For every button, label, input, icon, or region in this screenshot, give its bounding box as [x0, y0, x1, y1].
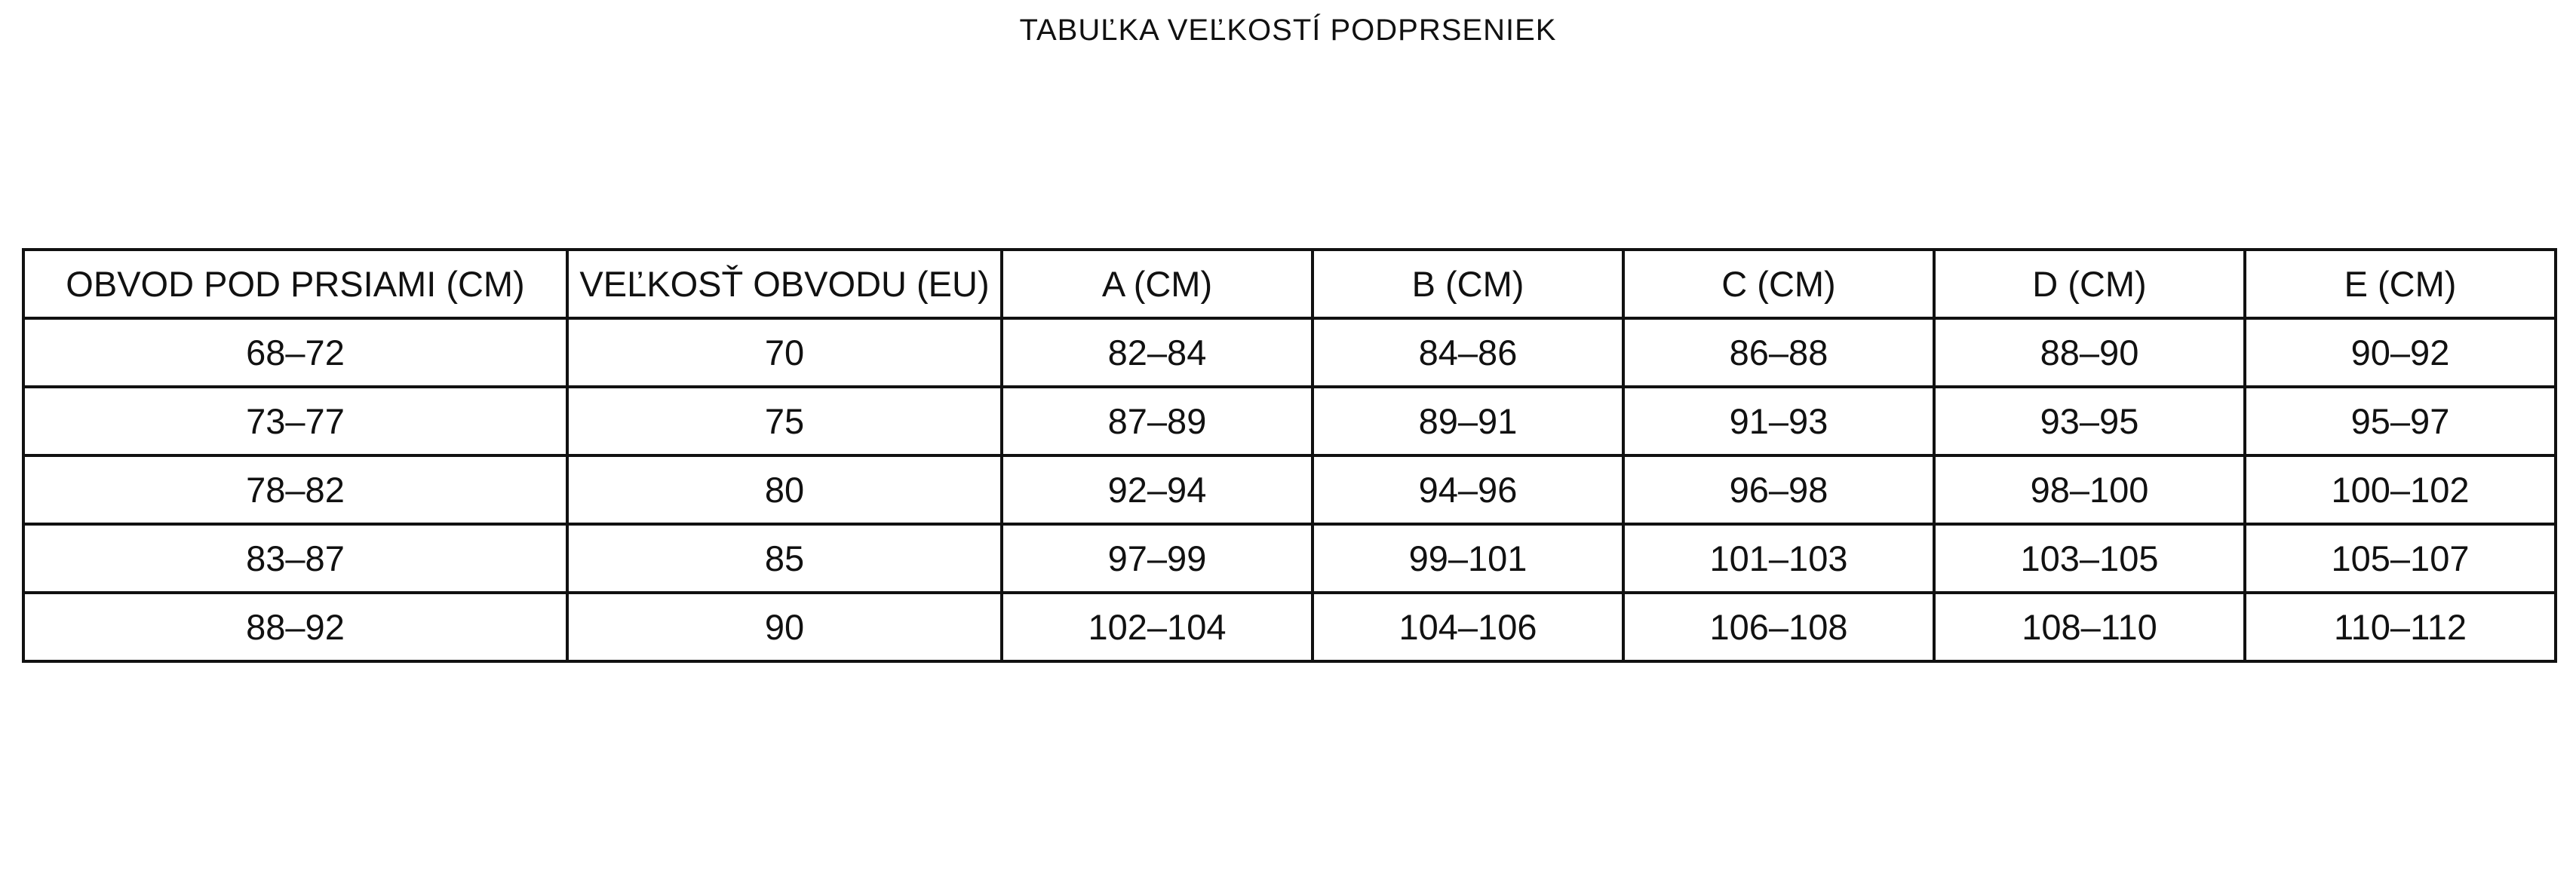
- table-cell: 89–91: [1313, 387, 1623, 455]
- table-row: [23, 318, 2556, 387]
- table-cell: 92–94: [1002, 455, 1313, 524]
- table-cell: 94–96: [1313, 455, 1623, 524]
- table-cell: 88–92: [23, 593, 567, 661]
- table-cell: 95–97: [2245, 387, 2556, 455]
- table-cell: 101–103: [1623, 524, 1934, 593]
- table-cell: 73–77: [23, 387, 567, 455]
- table-row: [23, 524, 2556, 593]
- table-cell: 70: [567, 318, 1002, 387]
- table-row: [23, 455, 2556, 524]
- column-header-cup-c: C (CM): [1623, 250, 1934, 318]
- table-cell: 105–107: [2245, 524, 2556, 593]
- column-header-underbust: OBVOD POD PRSIAMI (CM): [23, 250, 567, 318]
- table-cell: 98–100: [1934, 455, 2245, 524]
- table-cell: 91–93: [1623, 387, 1934, 455]
- table-row: [23, 593, 2556, 661]
- table-row: [23, 387, 2556, 455]
- table-cell: 78–82: [23, 455, 567, 524]
- table-cell: 80: [567, 455, 1002, 524]
- table-cell: 103–105: [1934, 524, 2245, 593]
- table-cell: 100–102: [2245, 455, 2556, 524]
- table-cell: 90: [567, 593, 1002, 661]
- table-cell: 108–110: [1934, 593, 2245, 661]
- column-header-band-size: VEĽKOSŤ OBVODU (EU): [567, 250, 1002, 318]
- column-header-cup-b: B (CM): [1313, 250, 1623, 318]
- table-cell: 99–101: [1313, 524, 1623, 593]
- table-cell: 90–92: [2245, 318, 2556, 387]
- table-cell: 104–106: [1313, 593, 1623, 661]
- table-header-row: [23, 250, 2556, 318]
- table-cell: 88–90: [1934, 318, 2245, 387]
- table-cell: 84–86: [1313, 318, 1623, 387]
- table-cell: 85: [567, 524, 1002, 593]
- column-header-cup-a: A (CM): [1002, 250, 1313, 318]
- table-cell: 82–84: [1002, 318, 1313, 387]
- bra-size-table: [22, 248, 2557, 663]
- table-cell: 68–72: [23, 318, 567, 387]
- table-cell: 97–99: [1002, 524, 1313, 593]
- table-cell: 106–108: [1623, 593, 1934, 661]
- table-cell: 93–95: [1934, 387, 2245, 455]
- table-cell: 83–87: [23, 524, 567, 593]
- column-header-cup-d: D (CM): [1934, 250, 2245, 318]
- table-cell: 102–104: [1002, 593, 1313, 661]
- table-cell: 87–89: [1002, 387, 1313, 455]
- table-cell: 110–112: [2245, 593, 2556, 661]
- table-cell: 96–98: [1623, 455, 1934, 524]
- table-cell: 75: [567, 387, 1002, 455]
- page-title: TABUĽKA VEĽKOSTÍ PODPRSENIEK: [1019, 14, 1557, 47]
- table-cell: 86–88: [1623, 318, 1934, 387]
- column-header-cup-e: E (CM): [2245, 250, 2556, 318]
